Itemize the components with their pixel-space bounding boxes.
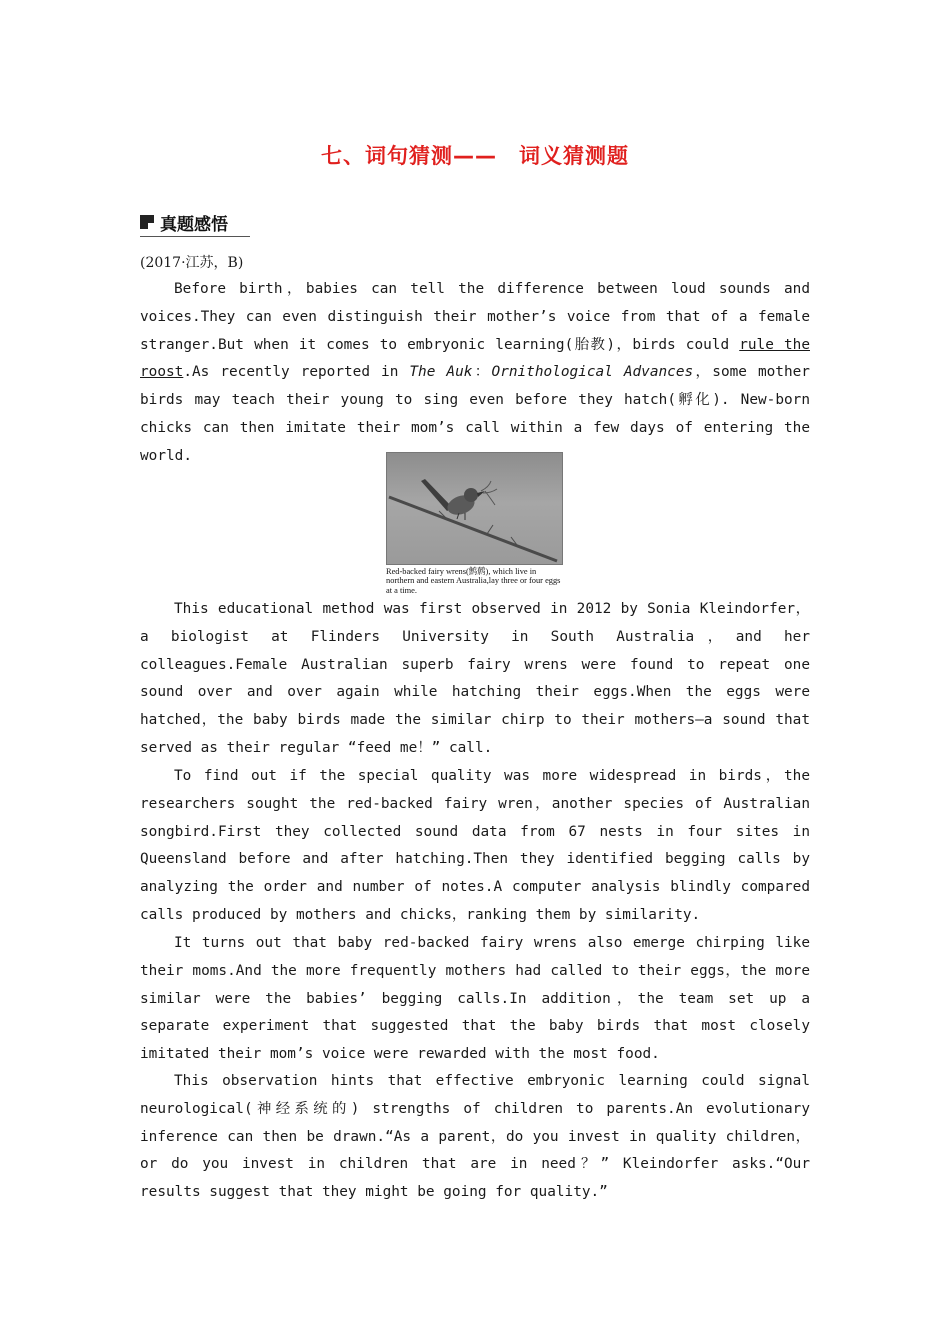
journal-title: The Auk [409,364,473,381]
paragraph-3: To find out if the special quality was more widespread in birds，the researchers sought the red-backed fairy wren，another species of Australian songbird.First they collected sound data from 67 nests in four sites in Queensland before and after hatching.Then they identified begging calls by analyzing the order and number of notes.A computer analysis blindly compared calls produced by mothers and chicks，ranking them by similarity. [140,768,810,923]
section-label: 真题感悟 [160,214,228,235]
page-title: 七、词句猜测—— 词义猜测题 [321,144,629,168]
bird-figure [386,452,562,595]
p1-text-c: .As recently reported in [183,364,410,381]
p1-text-e: ： [472,364,492,381]
section-header [140,208,250,237]
figure-caption: Red-backed fairy wrens(鹪鹩), which live in northern and eastern Australia,lay three or four eggs at a time. [386,567,561,595]
square-bullet-icon [140,215,154,229]
paragraph-1 [140,276,810,471]
paragraph-2: This educational method was first observed in 2012 by Sonia Kleindorfer，a biologist at Flinders University in South Australia，and her colleagues.Female Australian superb fairy wrens were found to repeat one sound over and over again while hatching their eggs.When the eggs were hatched，the baby birds made the similar chirp to their mothers—a sound that served as their regular “feed me！” call. [140,601,810,756]
source-citation: (2017·江苏，B) [140,255,244,271]
p1-text-g: ，some mother birds may teach their young to sing even before they hatch(孵化). New-born chicks can then imitate their mom’s call within a few days of entering the world. [140,364,810,464]
bird-photo [386,452,563,565]
journal-subtitle: Ornithological Advances [491,364,694,381]
p1-text-a: Before birth，babies can tell the difference between loud sounds and voices.They can even distinguish their mother’s voice from that of a female stranger.But when it comes to embryonic learning(胎教)，birds could [140,281,810,353]
paragraph-5: This observation hints that effective embryonic learning could signal neurological(神经系统的) strengths of children to parents.An evolutionary inference can then be drawn.“As a parent，do you invest in quality children，or do you invest in children that are in need？” Kleindorfer asks.“Our results suggest that they might be going for quality.” [140,1073,810,1201]
underlined-phrase: rule the roost [140,336,810,381]
paragraph-4: It turns out that baby red-backed fairy wrens also emerge chirping like their moms.And the more frequently mothers had called to their eggs，the more similar were the babies’ begging calls.In addition，the team set up a separate experiment that suggested that the baby birds that most closely imitated their mom’s voice were rewarded with the most food. [140,935,810,1063]
